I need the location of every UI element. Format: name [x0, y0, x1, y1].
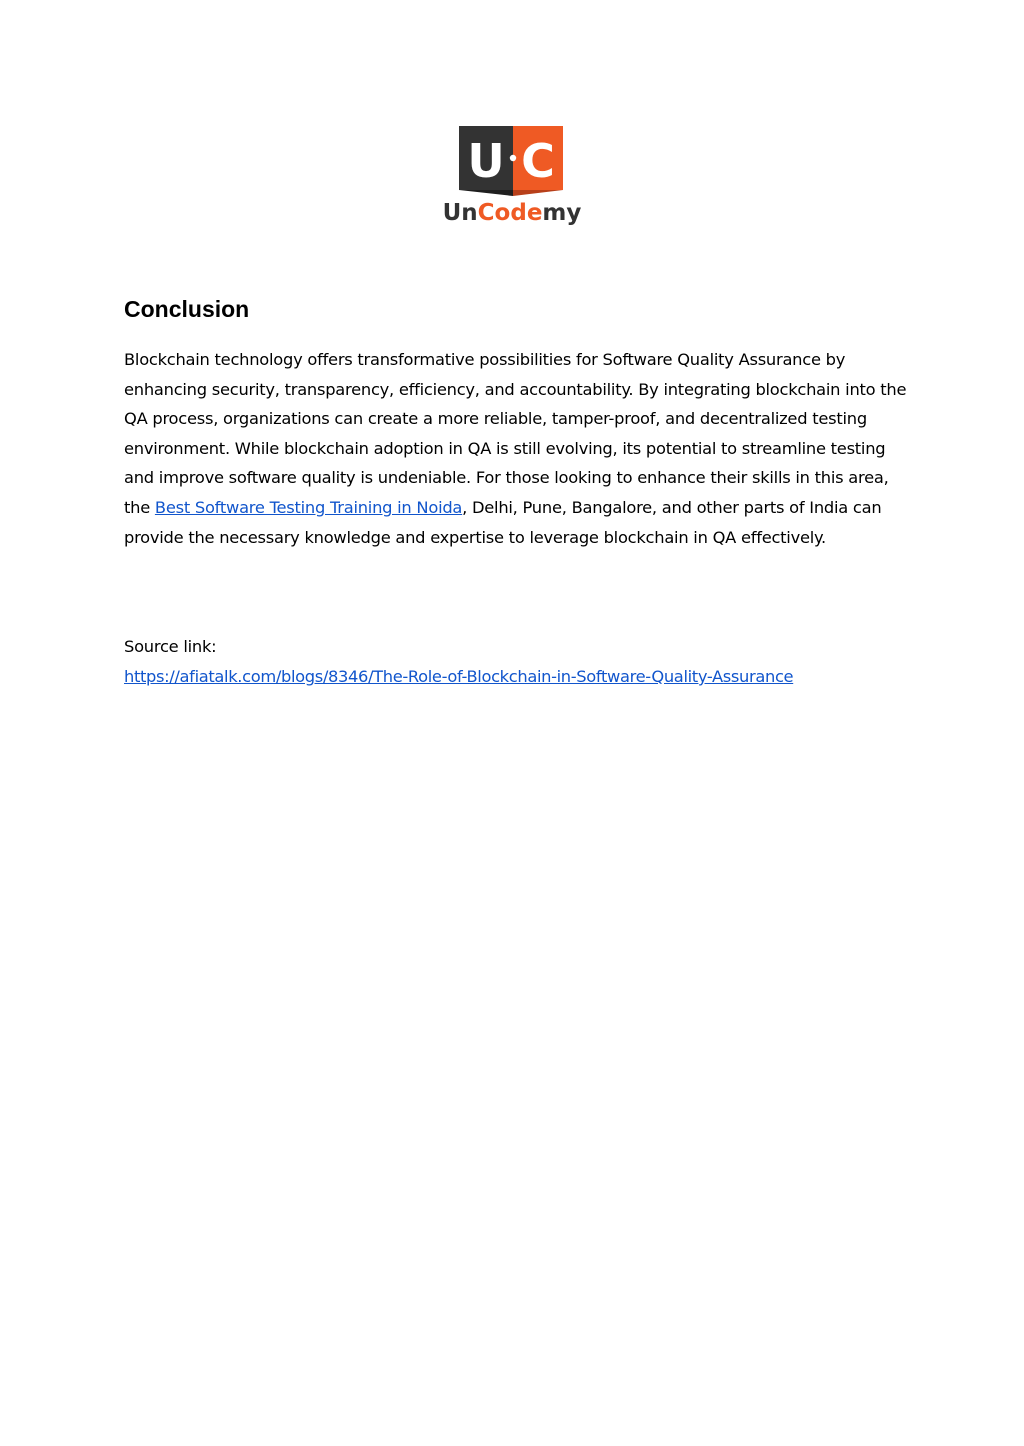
- conclusion-paragraph: [124, 345, 914, 552]
- uncodemy-logo: [424, 124, 600, 228]
- paragraph-text-after: , Delhi, Pune, Bangalore, and other parts of India can provide the necessary knowledge and expertise to leverage blockchain in QA effectively.: [124, 497, 882, 547]
- section-heading: Conclusion: [124, 296, 250, 322]
- logo-letter-u: U: [467, 134, 505, 188]
- source-url-line: [124, 662, 793, 692]
- source-link[interactable]: https://afiatalk.com/blogs/8346/The-Role-of-Blockchain-in-Software-Quality-Assurance: [124, 667, 794, 686]
- logo-letter-c: C: [521, 134, 555, 188]
- paragraph-text-before: Blockchain technology offers transformative possibilities for Software Quality Assurance by enhancing security, transparency, efficiency, and accountability. By integrating blockchain into the QA process, organizations can create a more reliable, tamper-proof, and decentralized testing environment. While blockchain adoption in QA is still evolving, its potential to streamline testing and improve software quality is undeniable. For those looking to enhance their skills in this area, the: [124, 350, 907, 517]
- source-label: Source link:: [124, 637, 217, 656]
- training-link[interactable]: Best Software Testing Training in Noida: [154, 497, 463, 517]
- logo-wordmark: UnCodemy: [442, 200, 582, 226]
